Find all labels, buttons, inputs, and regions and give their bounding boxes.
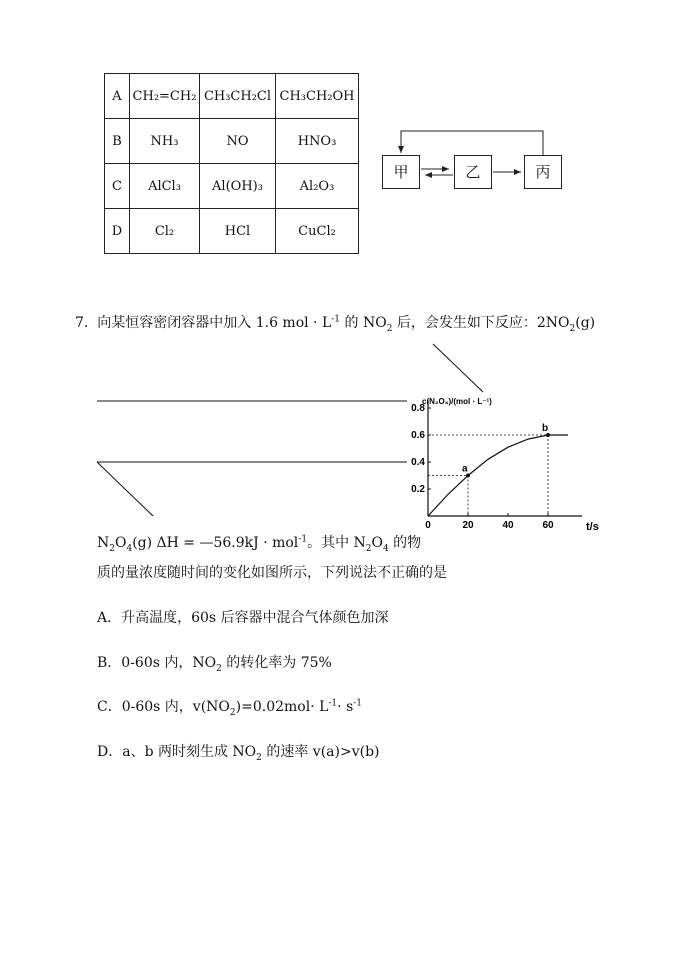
question-line-1: 7. 向某恒容密闭容器中加入 1.6 mol · $L^{-1}$ 的 $NO_2$ 后，会发生如下反应：$2NO_2(g)$ bbox=[75, 314, 596, 334]
question-line-2: $N_2O_4(g) \Delta H$ = —56.9kJ · mol$^{-1}$。其中 $N_2O_4$ 的物 bbox=[97, 534, 422, 554]
question-number: 7. bbox=[75, 315, 89, 331]
table-cell: NH₃ bbox=[130, 119, 200, 164]
arrow-diagonal-top bbox=[433, 344, 483, 392]
row-label: B bbox=[105, 119, 130, 164]
table-row bbox=[105, 119, 359, 164]
table-row bbox=[105, 209, 359, 254]
box-yi: 乙 bbox=[454, 155, 492, 189]
table-row bbox=[105, 164, 359, 209]
box-jia: 甲 bbox=[382, 155, 420, 189]
table-cell: CH₃CH₂Cl bbox=[200, 74, 276, 119]
y-tick-label: 0.2 bbox=[411, 484, 425, 495]
row-label: C bbox=[105, 164, 130, 209]
table-cell: HCl bbox=[200, 209, 276, 254]
x-tick-label: 40 bbox=[502, 520, 514, 530]
y-tick-label: 0.8 bbox=[411, 403, 425, 414]
box-bing: 丙 bbox=[524, 155, 562, 189]
table-cell: AlCl₃ bbox=[130, 164, 200, 209]
y-tick-label: 0.4 bbox=[411, 457, 425, 468]
row-label: A bbox=[105, 74, 130, 119]
x-tick-label: 20 bbox=[462, 520, 474, 530]
x-tick-label: 60 bbox=[542, 520, 554, 530]
table-cell: NO bbox=[200, 119, 276, 164]
chart-ylabel: c(N₂O₄)/(mol · L⁻¹) bbox=[422, 397, 492, 406]
chart-xlabel: t/s bbox=[586, 521, 599, 530]
reaction-table bbox=[104, 73, 359, 254]
question-line-3: 质的量浓度随时间的变化如图所示，下列说法不正确的是 bbox=[97, 565, 447, 581]
table-cell: Al(OH)₃ bbox=[200, 164, 276, 209]
feedback-arrow bbox=[401, 131, 543, 155]
row-label: D bbox=[105, 209, 130, 254]
y-tick-label: 0.6 bbox=[411, 430, 425, 441]
table-cell: Al₂O₃ bbox=[276, 164, 359, 209]
table-cell: Cl₂ bbox=[130, 209, 200, 254]
arrow-diagonal-bottom bbox=[97, 462, 153, 516]
option-d: D．a、b 两时刻生成 $NO_2$ 的速率 v(a)>v(b) bbox=[97, 744, 380, 763]
table-cell: CuCl₂ bbox=[276, 209, 359, 254]
table-row bbox=[105, 74, 359, 119]
option-a: A．升高温度，60s 后容器中混合气体颜色加深 bbox=[97, 610, 389, 626]
point-label: b bbox=[542, 423, 549, 434]
concentration-chart bbox=[400, 390, 610, 530]
table-cell: HNO₃ bbox=[276, 119, 359, 164]
table-cell: CH₂=CH₂ bbox=[130, 74, 200, 119]
option-b: B．0-60s 内，$NO_2$ 的转化率为 75% bbox=[97, 655, 332, 674]
option-c: C．0-60s 内，$v(NO_2)=0.02mol\cdot L^{-1}\cdot s^{-1}$ bbox=[97, 698, 363, 718]
point-label: a bbox=[462, 463, 468, 475]
x-tick-label: 0 bbox=[425, 520, 431, 530]
table-cell: CH₃CH₂OH bbox=[276, 74, 359, 119]
